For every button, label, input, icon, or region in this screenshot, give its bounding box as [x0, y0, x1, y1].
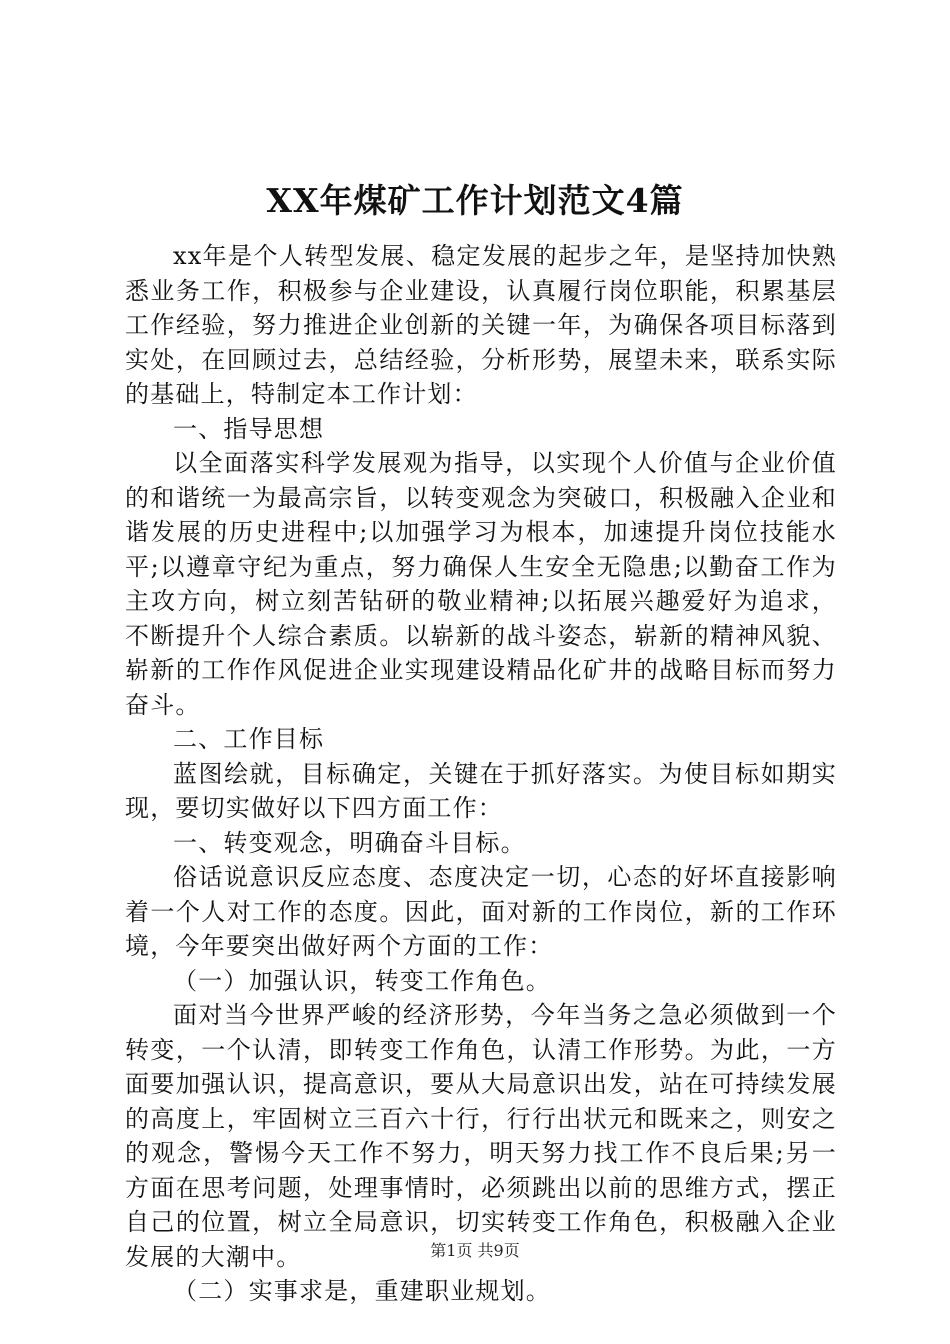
- subsection-heading-career-plan: （二）实事求是，重建职业规划。: [173, 1277, 551, 1305]
- page-footer: 第1页 共9页: [430, 1241, 520, 1260]
- section-heading-work-goals: 二、工作目标: [173, 725, 325, 753]
- document-title: XX年煤矿工作计划范文4篇: [266, 181, 684, 220]
- subsection-heading-change-mindset: 一、转变观念，明确奋斗目标。: [173, 828, 526, 857]
- subsection-heading-strengthen-awareness: （一）加强认识，转变工作角色。: [173, 966, 551, 995]
- change-mindset-paragraph: 俗话说意识反应态度、态度决定一切，心态的好坏直接影响着一个人对工作的态度。因此，面对新的工作岗位，新的工作环境，今年要突出做好两个方面的工作：: [125, 863, 837, 960]
- document-body: [125, 239, 837, 1309]
- section-heading-guiding-thought: 一、指导思想: [173, 414, 325, 443]
- strengthen-awareness-paragraph: 面对当今世界严峻的经济形势，今年当务之急必须做到一个转变，一个认清，即转变工作角色，认清工作形势。为此，一方面要加强认识，提高意识，要从大局意识出发，站在可持续发展的高度上，牢固树立三百六十行，行行出状元和既来之，则安之的观念，警惕今天工作不努力，明天努力找工作不良后果;另一方面在思考问题，处理事情时，必须跳出以前的思维方式，摆正自己的位置，树立全局意识，切实转变工作角色，积极融入企业发展的大潮中。: [125, 1001, 837, 1271]
- intro-paragraph: xx年是个人转型发展、稳定发展的起步之年，是坚持加快熟悉业务工作，积极参与企业建设，认真履行岗位职能，积累基层工作经验，努力推进企业创新的关键一年，为确保各项目标落到实处，在回顾过去，总结经验，分析形势，展望未来，联系实际的基础上，特制定本工作计划：: [125, 242, 837, 408]
- work-goals-paragraph: 蓝图绘就，目标确定，关键在于抓好落实。为使目标如期实现，要切实做好以下四方面工作：: [125, 759, 837, 822]
- guiding-thought-paragraph: 以全面落实科学发展观为指导，以实现个人价值与企业价值的和谐统一为最高宗旨，以转变观念为突破口，积极融入企业和谐发展的历史进程中;以加强学习为根本，加速提升岗位技能水平;以遵章守纪为重点，努力确保人生安全无隐患;以勤奋工作为主攻方向，树立刻苦钻研的敬业精神;以拓展兴趣爱好为追求，不断提升个人综合素质。以崭新的战斗姿态，崭新的精神风貌、崭新的工作作风促进企业实现建设精品化矿井的战略目标而努力奋斗。: [125, 449, 837, 719]
